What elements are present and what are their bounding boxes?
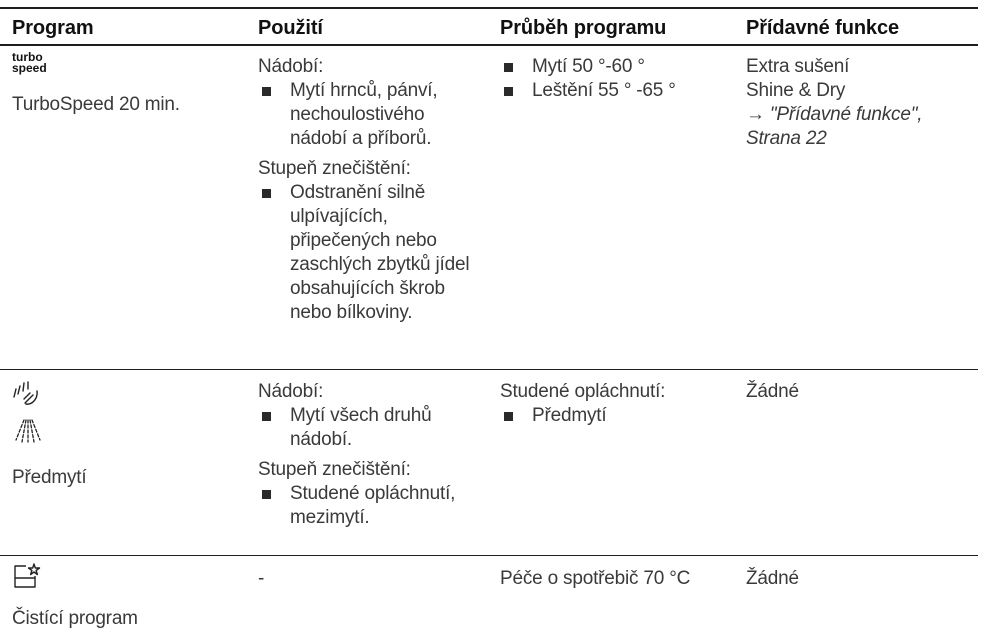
course-label: Studené opláchnutí: [500, 381, 666, 402]
program-name: Předmytí [12, 467, 87, 488]
row-divider [0, 369, 978, 370]
usage-cell [258, 380, 494, 530]
dishes-label: Nádobí: [258, 56, 324, 77]
course-cell [500, 55, 736, 103]
extra-drying: Extra sušení [746, 56, 850, 77]
prerinse-dish-icon [12, 377, 46, 410]
list-item: Studené opláchnutí, mezimytí. [258, 482, 490, 530]
usage-cell [258, 55, 494, 325]
soil-label: Stupeň znečištění: [258, 459, 411, 480]
usage-cell: - [258, 568, 265, 589]
list-item: Leštění 55 ° -65 ° [500, 79, 736, 103]
dishes-label: Nádobí: [258, 381, 324, 402]
header-course: Průběh programu [500, 17, 667, 39]
extra-shine: Shine & Dry [746, 80, 846, 101]
table-top-rule [0, 7, 978, 9]
turbospeed-logo: turbo speed [12, 50, 47, 75]
spray-icon [12, 418, 42, 449]
list-item: Mytí hrnců, pánví, nechoulostivého nádobí a příborů. [258, 79, 470, 151]
program-name: TurboSpeed 20 min. [12, 94, 180, 115]
list-item: Mytí všech druhů nádobí. [258, 404, 470, 452]
header-usage: Použití [258, 17, 323, 39]
extra-cell [746, 55, 974, 151]
row-divider [0, 555, 978, 556]
extra-cell: Žádné [746, 381, 799, 402]
header-rule [0, 44, 978, 46]
program-name: Čistící program [12, 608, 138, 629]
cross-reference-link[interactable]: → "Přídavné funkce", Strana 22 [746, 104, 923, 149]
course-cell [500, 380, 736, 428]
soil-label: Stupeň znečištění: [258, 158, 411, 179]
machine-care-icon [12, 562, 42, 597]
list-item: Odstranění silně ulpívajících, připečených nebo zaschlých zbytků jídel obsahujících škrob nebo bílkoviny. [258, 181, 490, 325]
header-program: Program [12, 17, 94, 39]
course-cell: Péče o spotřebič 70 °C [500, 568, 691, 589]
extra-cell: Žádné [746, 568, 799, 589]
list-item: Předmytí [500, 404, 736, 428]
header-extra: Přídavné funkce [746, 17, 900, 39]
list-item: Mytí 50 °-60 ° [500, 55, 736, 79]
